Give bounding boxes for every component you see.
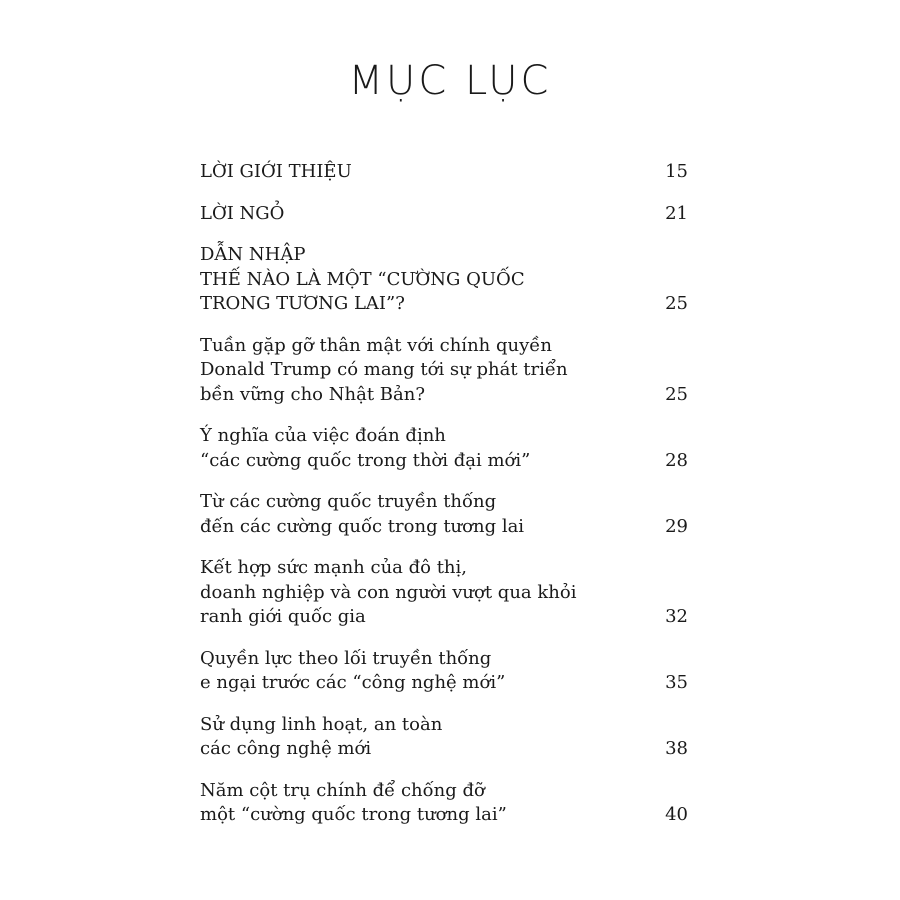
entry-page-number: 21 — [665, 202, 688, 224]
entry-page-number: 35 — [665, 672, 688, 693]
entry-title-line: Donald Trump có mang tới sự phát triển — [200, 359, 568, 380]
toc-entry — [200, 334, 688, 408]
entry-page-number: 25 — [665, 293, 688, 314]
entry-title — [200, 779, 507, 828]
entry-title-line: một “cường quốc trong tương lai” — [200, 804, 507, 825]
toc-entry — [200, 490, 688, 539]
entry-title — [200, 334, 568, 408]
entry-title-line: Kết hợp sức mạnh của đô thị, — [200, 557, 468, 578]
entry-title-line: Từ các cường quốc truyền thống — [200, 491, 497, 512]
entry-page-number: 15 — [665, 161, 688, 182]
entry-title-line: Ý nghĩa của việc đoán định — [200, 425, 446, 446]
entry-title — [200, 490, 524, 539]
entry-title-line: LỜI NGỎ — [200, 202, 285, 224]
entry-title-line: LỜI GIỚI THIỆU — [200, 161, 352, 182]
toc-entry — [200, 160, 688, 185]
entry-title-line: đến các cường quốc trong tương lai — [200, 515, 525, 537]
entry-title — [200, 202, 284, 227]
entry-title-line: doanh nghiệp và con người vượt qua khỏi — [200, 581, 577, 603]
entry-title-line: các công nghệ mới — [200, 738, 372, 759]
entry-title — [200, 713, 442, 762]
entry-title-line: Sử dụng linh hoạt, an toàn — [200, 713, 443, 735]
toc-entry — [200, 556, 688, 630]
toc-entry — [200, 424, 688, 473]
entry-page-number: 32 — [665, 606, 688, 627]
toc-entry — [200, 779, 688, 828]
entry-title — [200, 243, 525, 317]
entry-page-number: 40 — [665, 804, 688, 825]
entry-title-line: “các cường quốc trong thời đại mới” — [200, 449, 531, 471]
entry-title-line: Năm cột trụ chính để chống đỡ — [200, 779, 485, 801]
entry-title-line: DẪN NHẬP — [200, 244, 306, 265]
entry-title-line: Tuần gặp gỡ thân mật với chính quyền — [200, 334, 552, 356]
toc-entry — [200, 202, 688, 227]
page-title: MỤC LỤC — [348, 58, 552, 104]
entry-title — [200, 160, 352, 185]
toc-entry — [200, 243, 688, 317]
entry-title — [200, 647, 505, 696]
entry-page-number: 38 — [665, 738, 688, 759]
entry-title — [200, 556, 576, 630]
entry-title — [200, 424, 530, 473]
toc-entry — [200, 647, 688, 696]
entry-title-line: bền vững cho Nhật Bản? — [200, 383, 425, 405]
entry-page-number: 25 — [665, 383, 688, 405]
entry-title-line: Quyền lực theo lối truyền thống — [200, 647, 492, 669]
toc-entry — [200, 713, 688, 762]
entry-page-number: 28 — [665, 449, 688, 471]
entry-title-line: e ngại trước các “công nghệ mới” — [200, 672, 506, 693]
entry-title-line: TRONG TƯƠNG LAI”? — [200, 293, 405, 314]
toc-list — [200, 160, 688, 845]
entry-title-line: ranh giới quốc gia — [200, 606, 366, 627]
entry-title-line: THẾ NÀO LÀ MỘT “CƯỜNG QUỐC — [200, 268, 525, 290]
entry-page-number: 29 — [665, 515, 688, 537]
